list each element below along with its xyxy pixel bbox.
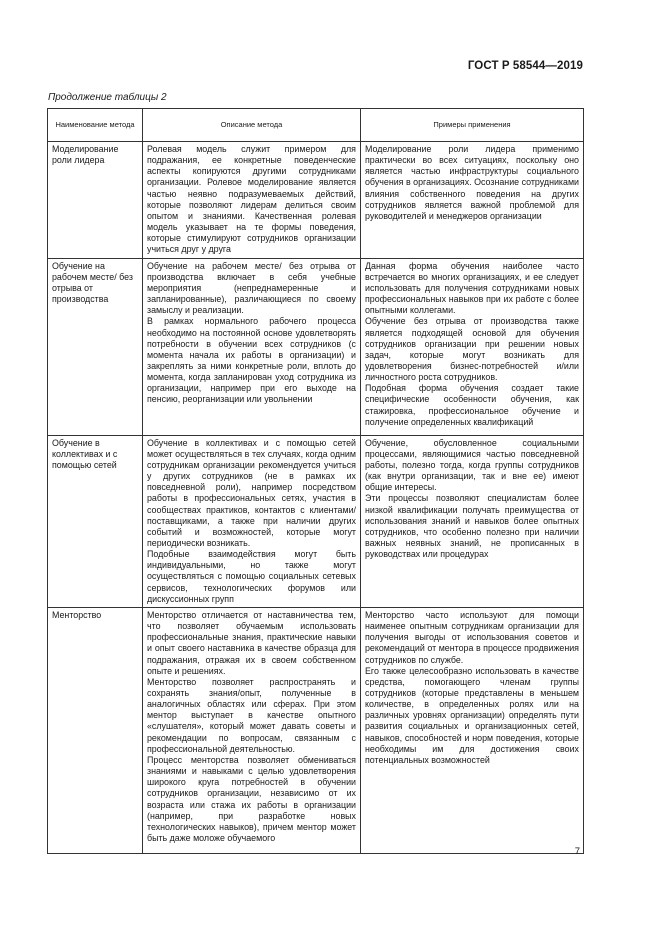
method-name: Обучение в коллективах и с помощью сетей	[48, 435, 143, 607]
method-examples	[361, 435, 584, 607]
paragraph: Обучение в коллективах и с помощью сетей может осуществляться в тех случаях, когда одним сотрудникам организации рекомендуется учиться у других сотрудников (не в рамках их повседневной роли), например посредством работы в профессиональных сетях, участия в сообществах практиков, контактов с клиентами/поставщиками, а также при наличии других событий и возможностей, которые могут периодически возникать.	[147, 437, 356, 548]
column-header-method-name: Наименование метода	[48, 109, 143, 142]
paragraph: Подобные взаимодействия могут быть индивидуальными, но также могут осуществляться с помощью социальных сетевых сервисов, технологических форумов или дискуссионных групп	[147, 549, 356, 604]
method-examples	[361, 142, 584, 259]
method-name: Менторство	[48, 607, 143, 853]
paragraph: Моделирование роли лидера применимо практически во всех ситуациях, поскольку оно является частью инфраструктуры социального обучения в организациях. Осознание сотрудниками влияния собственного поведения на других сотрудников является важной проблемой для руководителей и менеджеров организации	[365, 144, 579, 221]
method-description	[143, 142, 361, 259]
table-caption: Продолжение таблицы 2	[48, 92, 167, 103]
method-description	[143, 607, 361, 853]
method-name: Обучение на рабочем месте/ без отрыва от производства	[48, 258, 143, 435]
table-row	[48, 258, 584, 435]
paragraph: Эти процессы позволяют специалистам более низкой квалификации получать преимущества от использования знаний и навыков более опытных сотрудников, что особенно полезно при наличии важных неявных знаний, не прописанных в руководствах или процедурах	[365, 493, 579, 560]
paragraph: Данная форма обучения наиболее часто встречается во многих организациях, и ее следует использовать для получения сотрудниками новых профессиональных навыков при их работе с более опытными коллегами.	[365, 260, 579, 316]
paragraph: Обучение без отрыва от производства также является подходящей основой для обучения сотрудников организации при решении новых задач, которые могут возникать для удовлетворения бизнес-потребностей и/или личностного роста сотрудников.	[365, 316, 579, 383]
paragraph: Подобная форма обучения создает такие специфические особенности обучения, как стажировка, профессиональное обучение и получение определенных квалификаций	[365, 383, 579, 427]
paragraph: Ролевая модель служит примером для подражания, ее конкретные поведенческие аспекты копируются другими сотрудниками организации. Ролевое моделирование является частью неявно подразумеваемых действий, которые позволяют лидерам делиться своим опытом и знаниями. Качественная ролевая модель указывает на те формы поведения, которые стимулируют сотрудников организации учиться друг у друга	[147, 144, 356, 255]
paragraph: Менторство позволяет распространять и сохранять знания/опыт, полученные в аналогичных областях или сферах. При этом ментор выступает в качестве опытного «слушателя», который может давать советы и рекомендации по вопросам, связанным с профессиональной деятельностью.	[147, 676, 356, 754]
column-header-description: Описание метода	[143, 109, 361, 142]
method-examples	[361, 607, 584, 853]
paragraph: Менторство часто используют для помощи наименее опытным сотрудникам организации для получения выгоды от использования советов и рекомендаций от ментора в процессе продвижения сотрудников по службе.	[365, 609, 579, 665]
methods-table	[47, 108, 584, 854]
table-row	[48, 142, 584, 259]
column-header-examples: Примеры применения	[361, 109, 584, 142]
paragraph: Обучение, обусловленное социальными процессами, являющимися частью повседневной работы, полезно тогда, когда группы сотрудников (как внутри организации, так и вне ее) имеют общие интересы.	[365, 437, 579, 493]
paragraph: В рамках нормального рабочего процесса необходимо на постоянной основе удовлетворять потребности в обучении всех сотрудников (с момента начала их работы в организации) и закреплять за ними конкретные роли, вплоть до момента, когда запланирован уход сотрудника из организации, например при его выходе на пенсию, реорганизации или увольнении	[147, 316, 356, 405]
table-row	[48, 435, 584, 607]
page-number: 7	[574, 846, 580, 857]
method-description	[143, 258, 361, 435]
paragraph: Обучение на рабочем месте/ без отрыва от производства включает в себя учебные мероприятия (непреднамеренные и запланированные), различающиеся по своему замыслу и реализации.	[147, 260, 356, 316]
standard-number: ГОСТ Р 58544—2019	[467, 60, 583, 72]
method-examples	[361, 258, 584, 435]
method-description	[143, 435, 361, 607]
method-name: Моделирование роли лидера	[48, 142, 143, 259]
paragraph: Менторство отличается от наставничества тем, что позволяет обучаемым использовать профессиональные знания, практические навыки и опыт своего наставника в качестве образца для подражания, отражая их в своем собственном опыте и решениях.	[147, 609, 356, 676]
table-row	[48, 607, 584, 853]
paragraph: Процесс менторства позволяет обмениваться знаниями и навыками с целью удовлетворения широкого круга потребностей в обучении сотрудников организации, независимо от их возраста или стажа их работы в организации (например, при разработке новых технологических навыков), причем ментор может быть даже моложе обучаемого	[147, 754, 356, 844]
table-header-row	[48, 109, 584, 142]
paragraph: Его также целесообразно использовать в качестве средства, помогающего членам группы сотрудников (которые представлены в меньшем количестве, в определенных ролях или на различных уровнях организации) определять пути развития социальных и организационных сетей, навыков, способностей и норм поведения, которые необходимы им для достижения своих потенциальных возможностей	[365, 665, 579, 765]
